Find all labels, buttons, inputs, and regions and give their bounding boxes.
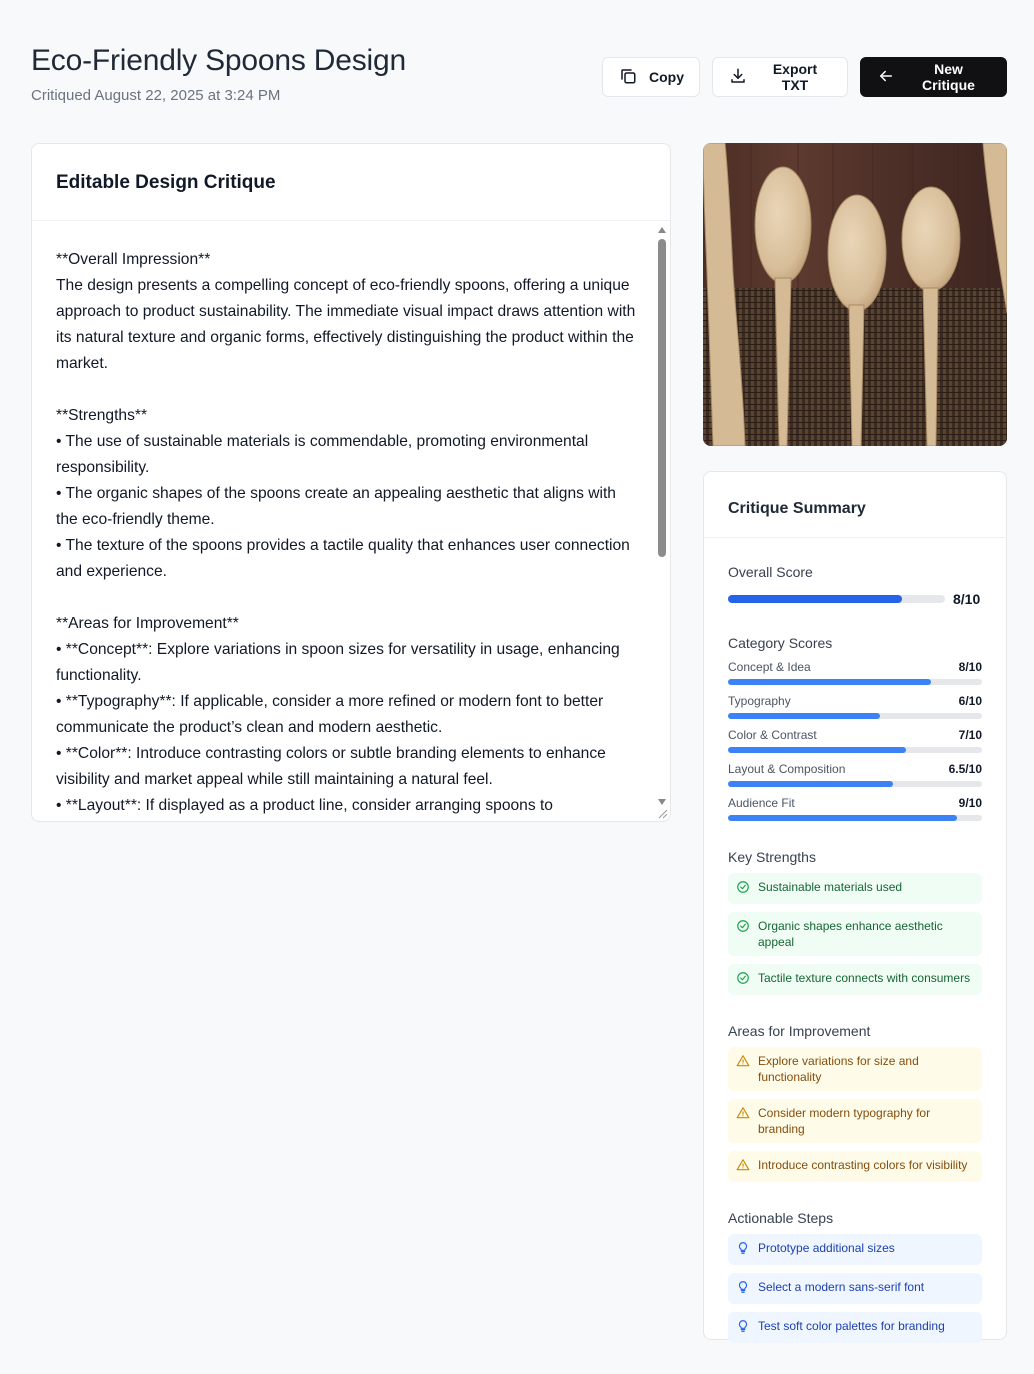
check-circle-icon <box>736 918 750 937</box>
scroll-thumb[interactable] <box>658 239 666 557</box>
step-item <box>728 1234 982 1265</box>
areas-improvement-section <box>728 1023 982 1182</box>
step-item <box>728 1312 982 1343</box>
category-score-bar <box>728 747 982 753</box>
editor-scrollbar[interactable] <box>657 225 667 805</box>
header-actions <box>602 57 1007 97</box>
export-txt-button[interactable] <box>712 57 848 97</box>
step-item-text: Test soft color palettes for branding <box>758 1319 945 1333</box>
warning-triangle-icon <box>736 1157 750 1176</box>
actionable-steps-section <box>728 1210 982 1343</box>
category-label: Concept & Idea <box>728 660 811 674</box>
step-item <box>728 1273 982 1304</box>
improvement-item-text: Introduce contrasting colors for visibility <box>758 1158 968 1172</box>
warning-triangle-icon <box>736 1053 750 1072</box>
page-header <box>31 44 406 104</box>
category-scores-title: Category Scores <box>728 635 833 651</box>
scroll-down-arrow-icon[interactable] <box>658 799 666 805</box>
category-label: Audience Fit <box>728 796 795 810</box>
category-score-fill <box>728 781 893 787</box>
strength-item <box>728 964 982 995</box>
step-item-text: Prototype additional sizes <box>758 1241 895 1255</box>
check-circle-icon <box>736 879 750 898</box>
key-strengths-section <box>728 849 982 995</box>
areas-improvement-title: Areas for Improvement <box>728 1023 871 1039</box>
critique-text[interactable]: **Overall Impression** The design presents a compelling concept of eco-friendly spoons, offering a unique approach to product sustainability. The immediate visual impact draws attention with its natural texture and organic forms, effectively distinguishing the product within the market. **Strengths** • The use of sustainable materials is commendable, promoting environmental responsibility. • The organic shapes of the spoons create an appealing aesthetic that aligns with the eco-friendly theme. • The texture of the spoons provides a tactile quality that enhances user connection and experience. **Areas for Improvement** • **Concept**: Explore variations in spoon sizes for versatility in usage, enhancing functionality. • **Typography**: If applicable, consider a more refined or modern font to better communicate the product’s clean and modern aesthetic. • **Color**: Introduce contrasting colors or subtle branding elements to enhance visibility and market appeal while still maintaining a natural feel. • **Layout**: If displayed as a product line, consider arranging spoons to <box>56 251 636 814</box>
category-score: 6/10 <box>958 694 982 708</box>
category-score-fill <box>728 747 906 753</box>
category-score-fill <box>728 713 880 719</box>
critique-editor-card <box>31 143 671 822</box>
category-score-bar <box>728 713 982 719</box>
export-button-label: Export TXT <box>772 61 818 93</box>
category-score-bar <box>728 679 982 685</box>
category-scores-section <box>728 635 982 821</box>
strength-item <box>728 912 982 956</box>
arrow-left-icon <box>877 67 895 88</box>
actionable-steps-title: Actionable Steps <box>728 1210 834 1226</box>
overall-score-section <box>728 564 982 607</box>
lightbulb-icon <box>736 1318 750 1337</box>
improvement-item <box>728 1047 982 1091</box>
category-score-fill <box>728 815 957 821</box>
editor-header <box>32 144 670 221</box>
strength-item-text: Sustainable materials used <box>758 880 903 894</box>
category-score-bar <box>728 815 982 821</box>
summary-title: Critique Summary <box>728 500 866 517</box>
page-title: Eco-Friendly Spoons Design <box>31 44 406 77</box>
overall-score-value: 8/10 <box>953 591 981 607</box>
improvement-item-text: Consider modern typography for branding <box>758 1106 931 1136</box>
design-image <box>703 143 1007 446</box>
overall-score-bar <box>728 595 945 603</box>
resize-handle-icon[interactable] <box>656 807 668 819</box>
category-label: Layout & Composition <box>728 762 846 776</box>
overall-score-label: Overall Score <box>728 564 813 580</box>
category-label: Color & Contrast <box>728 728 817 742</box>
step-item-text: Select a modern sans-serif font <box>758 1280 925 1294</box>
critique-textarea[interactable] <box>32 221 670 821</box>
strength-item-text: Organic shapes enhance aesthetic appeal <box>758 919 943 949</box>
improvement-item <box>728 1099 982 1143</box>
summary-header <box>704 472 1006 538</box>
page-subtitle: Critiqued August 22, 2025 at 3:24 PM <box>31 87 281 104</box>
category-score: 8/10 <box>958 660 982 674</box>
lightbulb-icon <box>736 1279 750 1298</box>
lightbulb-icon <box>736 1240 750 1259</box>
category-score: 9/10 <box>958 796 982 810</box>
category-score-item <box>728 694 982 719</box>
category-label: Typography <box>728 694 791 708</box>
check-circle-icon <box>736 970 750 989</box>
overall-score-fill <box>728 595 902 603</box>
critique-summary-card <box>703 471 1007 1340</box>
editor-title: Editable Design Critique <box>56 172 276 193</box>
category-score-item <box>728 796 982 821</box>
category-score-item <box>728 762 982 787</box>
category-score-item <box>728 660 982 685</box>
new-critique-button[interactable] <box>860 57 1007 97</box>
category-score-item <box>728 728 982 753</box>
improvement-item-text: Explore variations for size and functionality <box>758 1054 919 1084</box>
strength-item <box>728 873 982 904</box>
key-strengths-title: Key Strengths <box>728 849 816 865</box>
warning-triangle-icon <box>736 1105 750 1124</box>
new-critique-label: New Critique <box>922 61 975 93</box>
category-score-bar <box>728 781 982 787</box>
scroll-up-arrow-icon[interactable] <box>658 227 666 233</box>
improvement-item <box>728 1151 982 1182</box>
strength-item-text: Tactile texture connects with consumers <box>758 971 971 985</box>
category-score: 6.5/10 <box>948 762 982 776</box>
copy-icon <box>619 67 637 88</box>
copy-button-label: Copy <box>649 69 684 85</box>
download-icon <box>729 67 747 88</box>
category-score-fill <box>728 679 931 685</box>
category-score: 7/10 <box>958 728 982 742</box>
copy-button[interactable] <box>602 57 700 97</box>
